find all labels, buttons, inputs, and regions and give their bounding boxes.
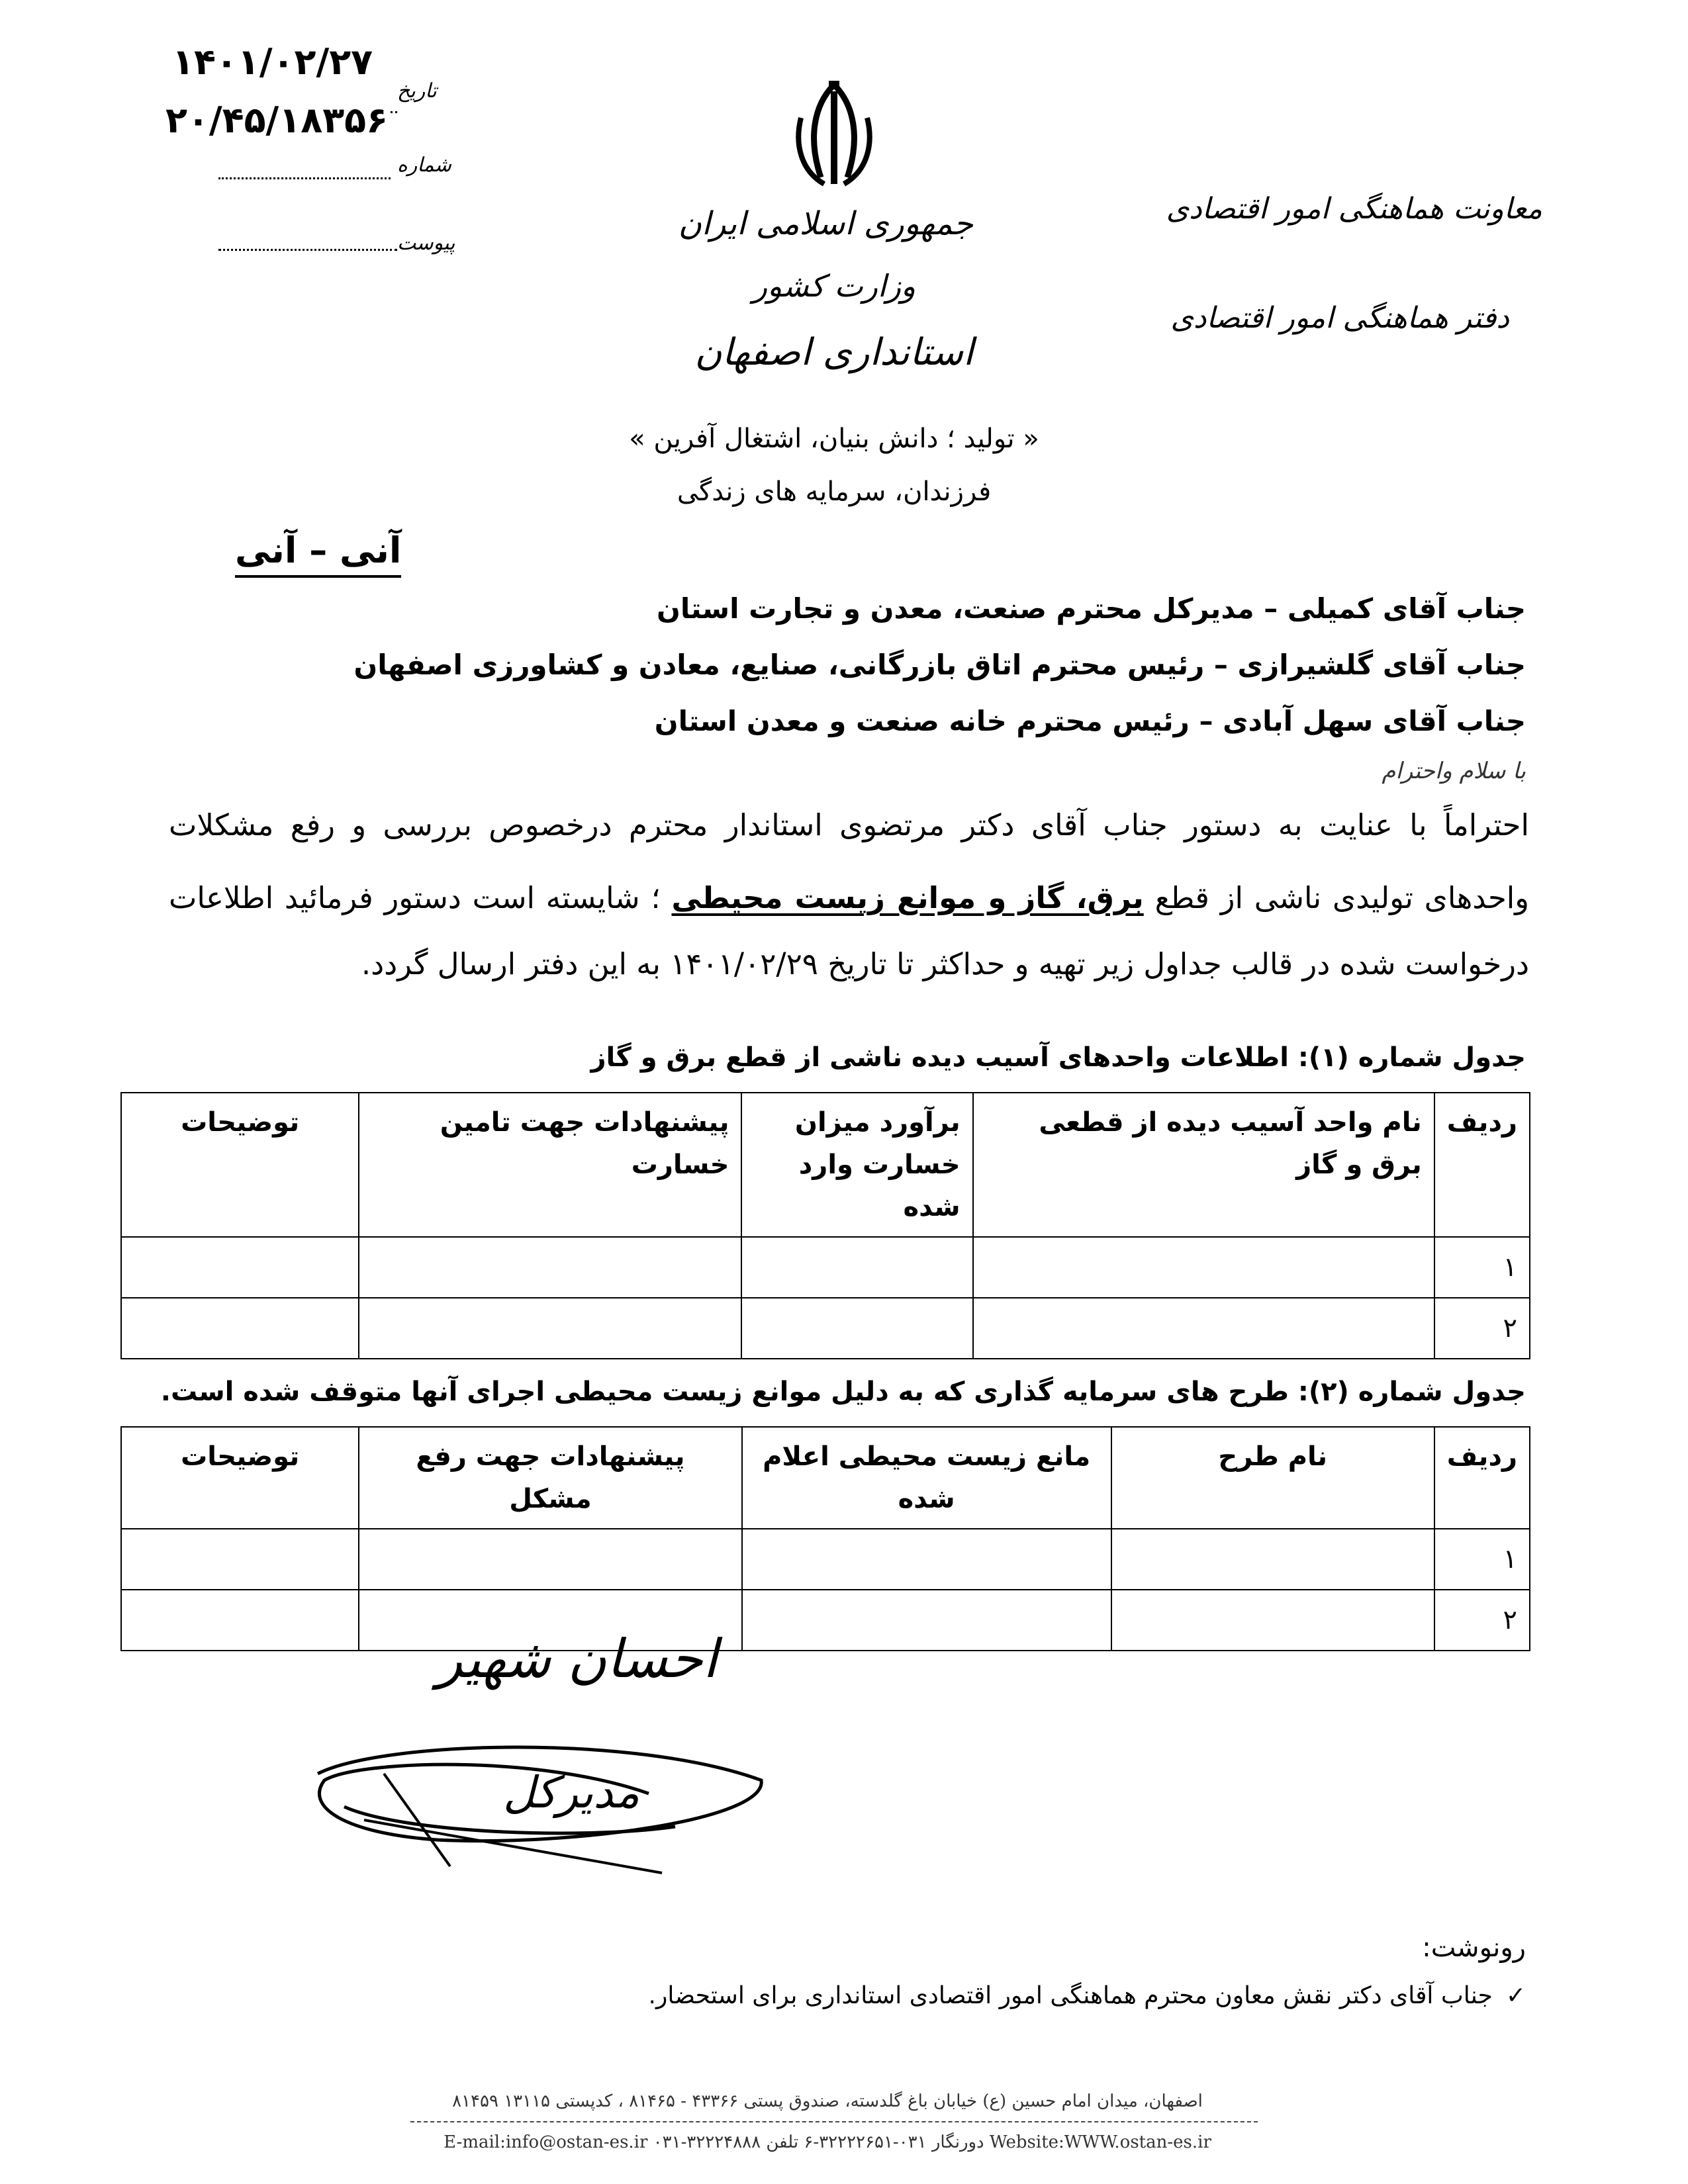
table1-row1-unit: [973, 1237, 1434, 1298]
table2-row1-project: [1111, 1529, 1434, 1590]
recipient-3: جناب آقای سهل آبادی – رئیس محترم خانه صنعت و معدن استان: [654, 705, 1526, 737]
letter-date-value: ۱۴۰۱/۰۲/۲۷: [172, 41, 373, 83]
table1: [120, 1092, 1530, 1359]
number-label: شماره: [397, 154, 451, 177]
table1-header-loss: برآورد میزان خسارت وارد شده: [741, 1093, 972, 1237]
table1-row1-notes: [121, 1237, 359, 1298]
body-line-2-pre: واحدهای تولیدی ناشی از قطع: [1154, 880, 1529, 915]
body-line-2-post: ؛ شایسته است دستور فرمائید اطلاعات: [169, 880, 661, 915]
table1-row2-notes: [121, 1298, 359, 1359]
signature: [305, 1615, 781, 1893]
table2-header-row: [121, 1427, 1530, 1529]
office-bureau: دفتر هماهنگی امور اقتصادی: [1170, 301, 1509, 335]
table2-row1-no: ۱: [1434, 1529, 1530, 1590]
cc-list-item: [649, 1982, 1526, 2009]
table2-header-row-no: ردیف: [1434, 1427, 1530, 1529]
table2-row1-obstacle: [742, 1529, 1111, 1590]
table2-row2-project: [1111, 1590, 1434, 1651]
attachment-label: پیوست: [397, 232, 455, 255]
date-dots: [391, 111, 397, 113]
number-dots: [218, 177, 391, 179]
table2-row1-proposal: [359, 1529, 741, 1590]
body-line-2: [169, 880, 1529, 915]
checkmark-icon: ✓: [1505, 1982, 1526, 2009]
table-row: [121, 1237, 1530, 1298]
table1-title: جدول شماره (۱): اطلاعات واحدهای آسیب دیده ناشی از قطع برق و گاز: [590, 1042, 1526, 1073]
table2-header-project: نام طرح: [1111, 1427, 1434, 1529]
footer-divider: [410, 2121, 1258, 2122]
table1-row1-no: ۱: [1434, 1237, 1530, 1298]
footer-contact: E-mail:info@ostan-es.ir ۰۳۱-۳۲۲۲۴۸۸۸ دورنگار ۰۳۱-۳۲۲۲۲۶۵۱-۶ تلفن Website:WWW.ostan-es.ir: [444, 2132, 1211, 2152]
table2-header-proposal: پیشنهادات جهت رفع مشکل: [359, 1427, 741, 1529]
table-row: [121, 1298, 1530, 1359]
table-row: [121, 1529, 1530, 1590]
urgency-marker: آنی – آنی: [235, 529, 401, 578]
table1-header-row: [121, 1093, 1530, 1237]
recipient-1: جناب آقای کمیلی – مدیرکل محترم صنعت، معدن و تجارت استان: [657, 592, 1526, 625]
table1-header-notes: توضیحات: [121, 1093, 359, 1237]
attachment-dots: [218, 249, 397, 251]
body-line-2-emphasis: برق، گاز و موانع زیست محیطی: [671, 880, 1144, 915]
table1-row1-proposal: [359, 1237, 741, 1298]
date-label: تاریخ: [397, 79, 437, 103]
slogan-line-1: « تولید ؛ دانش بنیان، اشتغال آفرین »: [629, 424, 1039, 454]
table2-title: جدول شماره (۲): طرح های سرمایه گذاری که به دلیل موانع زیست محیطی اجرای آنها متوقف شده است.: [160, 1377, 1526, 1407]
table1-header-row-no: ردیف: [1434, 1093, 1530, 1237]
table1-header-proposal: پیشنهادات جهت تامین خسارت: [359, 1093, 741, 1237]
slogan-line-2: فرزندان، سرمایه های زندگی: [677, 477, 992, 507]
cc-title: رونوشت:: [1422, 1933, 1526, 1963]
letterhead-country: جمهوری اسلامی ایران: [678, 205, 973, 242]
signature-title: مدیرکل: [503, 1767, 640, 1818]
table1-row2-no: ۲: [1434, 1298, 1530, 1359]
table1-row2-loss: [741, 1298, 972, 1359]
table2-header-obstacle: مانع زیست محیطی اعلام شده: [742, 1427, 1111, 1529]
footer-address: اصفهان، میدان امام حسین (ع) خیابان باغ گلدسته، صندوق پستی ۴۳۳۶۶ - ۸۱۴۶۵ ، کدپستی ۱۳۱۱۵ ۸۱۴۵۹: [452, 2091, 1203, 2111]
cc-item-1: جناب آقای دکتر نقش معاون محترم هماهنگی امور اقتصادی استانداری برای استحضار.: [648, 1982, 1493, 2009]
table2-row2-obstacle: [742, 1590, 1111, 1651]
table1-row2-proposal: [359, 1298, 741, 1359]
table2-row2-no: ۲: [1434, 1590, 1530, 1651]
body-line-1: احتراماً با عنایت به دستور جناب آقای دکتر مرتضوی استاندار محترم درخصوص بررسی و رفع مشکلات: [169, 807, 1529, 842]
signature-scribble-icon: [305, 1734, 781, 1893]
signature-name: احسان شهیر: [437, 1628, 718, 1690]
table1-row2-unit: [973, 1298, 1434, 1359]
greeting: با سلام واحترام: [1382, 758, 1526, 784]
table1-header-unit: نام واحد آسیب دیده از قطعی برق و گاز: [973, 1093, 1434, 1237]
table1-row1-loss: [741, 1237, 972, 1298]
table2-row1-notes: [121, 1529, 359, 1590]
recipient-2: جناب آقای گلشیرازی – رئیس محترم اتاق بازرگانی، صنایع، معادن و کشاورزی اصفهان: [353, 649, 1526, 681]
letter-number-value: ۲۰/۴۵/۱۸۳۵۶: [165, 99, 389, 141]
office-deputy: معاونت هماهنگی امور اقتصادی: [1166, 192, 1542, 226]
body-line-3: درخواست شده در قالب جداول زیر تهیه و حداکثر تا تاریخ ۱۴۰۱/۰۲/۲۹ به این دفتر ارسال گردد.: [361, 946, 1529, 981]
iran-emblem-icon: [788, 78, 880, 191]
letterhead-province: استانداری اصفهان: [694, 331, 974, 374]
letterhead-ministry: وزارت کشور: [752, 268, 916, 304]
table2-header-notes: توضیحات: [121, 1427, 359, 1529]
